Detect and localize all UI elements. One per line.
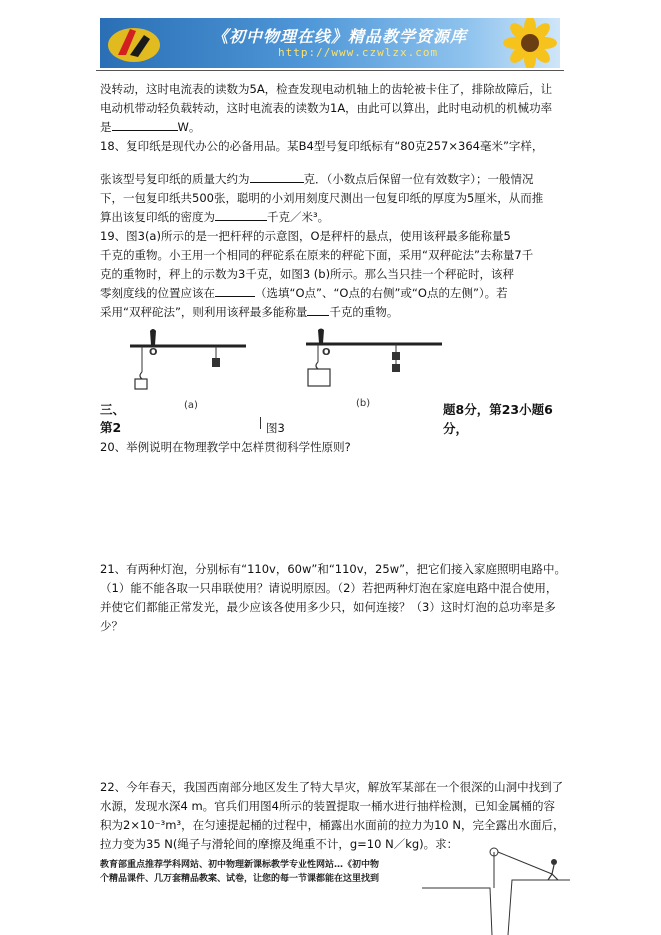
- q21-line-1: 21、有两种灯泡，分别标有“110v，60w”和“110v，25w”，把它们接入家庭照明电路中。: [100, 562, 567, 576]
- figure-3-caption: 图3: [266, 421, 285, 435]
- q19-line-3: 克的重物时，秤上的示数为3千克，如图3 (b)所示。那么当只挂一个秤砣时，该秤: [100, 267, 515, 281]
- q22-line-4: 拉力变为35 N(绳子与滑轮间的摩擦及绳重不计，g=10 N／kg)。求：: [100, 837, 459, 851]
- section-3-heading-right: 题8分，第23小题6分，: [443, 402, 553, 436]
- q18-line-2: [100, 170, 568, 189]
- q18-density-blank[interactable]: [215, 208, 267, 221]
- q17-unit: W。: [177, 120, 201, 134]
- q17-answer-blank[interactable]: [112, 118, 178, 131]
- q21-line-4: 少？: [100, 619, 123, 633]
- figure-4-well-pulley: [412, 840, 572, 935]
- q17-line-1: 没转动，这时电流表的读数为5A，检查发现电动机轴上的齿轮被卡住了，排除故障后，让: [100, 82, 553, 96]
- q18-line-3: 下，一包复印纸共500张，聪明的小刘用刻度尺测出一包复印纸的厚度为5厘米，从而推: [100, 191, 544, 205]
- q19-line-4-suffix: （选填“O点”、“O点的右侧”或“O点的左侧”）。若: [255, 286, 508, 300]
- q22-line-1: 22、今年春天，我国西南部分地区发生了特大旱灾，解放军某部在一个很深的山洞中找到了: [100, 780, 564, 794]
- q19-line-1: 19、图3(a)所示的是一把杆秤的示意图，O是秤杆的悬点，使用该秤最多能称量5: [100, 229, 511, 243]
- section-3-heading-line-2: 第2: [100, 420, 122, 435]
- figure-3-divider: [260, 417, 261, 429]
- sunflower-icon: [480, 18, 560, 68]
- q19-line-4-prefix: 零刻度线的位置应该在: [100, 286, 215, 300]
- q17-line-3-prefix: 是: [100, 120, 112, 134]
- q22-line-3: 积为2×10⁻³m³，在匀速提起桶的过程中，桶露出水面前的拉力为10 N，完全露出水面后，: [100, 818, 565, 832]
- q18-line-4: [100, 208, 568, 227]
- figure-3a-pivot-label: O: [149, 347, 158, 358]
- figure-3a-label: (a): [184, 400, 198, 411]
- q22-line-2: 水源，发现水深4 m。官兵们用图4所示的装置提取一桶水进行抽样检测，已知金属桶的容: [100, 799, 555, 813]
- q19-line-4: [100, 284, 568, 303]
- q18-mass-blank[interactable]: [250, 170, 304, 183]
- header-title: 《初中物理在线》精品教学资源库: [212, 27, 468, 46]
- q19-line-5: [100, 303, 568, 322]
- header-rule: [96, 70, 564, 71]
- page-footer: [100, 858, 410, 886]
- q18-line-1: 18、复印纸是现代办公的必备用品。某B4型号复印纸标有“80克257×364毫米”字样，: [100, 139, 544, 153]
- q19-zero-mark-blank[interactable]: [215, 284, 255, 297]
- q19-line-2: 千克的重物。小王用一个相同的秤砣系在原来的秤砣下面，采用“双秤砣法”去称量7千: [100, 248, 534, 262]
- footer-line-1: 教育部重点推荐学科网站、初中物理新课标教学专业性网站…《初中物: [100, 860, 380, 870]
- header-url[interactable]: http://www.czwlzx.com: [278, 46, 439, 59]
- q18-line-4-suffix: 千克／米³。: [267, 210, 330, 224]
- q18-line-2-prefix: 张该型号复印纸的质量大约为: [100, 172, 250, 186]
- q17-line-2: 电动机带动轻负载转动，这时电流表的读数为1A，由此可以算出，此时电动机的机械功率: [100, 101, 553, 115]
- figure-3a-steelyard: [128, 328, 248, 406]
- q18-line-4-prefix: 算出该复印纸的密度为: [100, 210, 215, 224]
- figure-3b-pivot-label: O: [322, 347, 331, 358]
- section-3-heading-left: 三、: [100, 402, 126, 417]
- figure-3b-label: (b): [356, 398, 371, 409]
- q20-text: 20、举例说明在物理教学中怎样贯彻科学性原则?: [100, 440, 351, 454]
- q17-line-3: [100, 118, 568, 137]
- site-logo-icon: [104, 21, 164, 65]
- figure-3b-steelyard: [304, 328, 444, 408]
- footer-line-2: 个精品课件、几万套精品教案、试卷，让您的每一节课都能在这里找到: [100, 874, 380, 884]
- q21-line-2: （1）能不能各取一只串联使用？请说明原因。（2）若把两种灯泡在家庭电路中混合使用，: [100, 581, 558, 595]
- q21-line-3: 并使它们都能正常发光，最少应该各使用多少只，如何连接？（3）这时灯泡的总功率是多: [100, 600, 556, 614]
- q19-line-5-prefix: 采用“双秤砣法”，则利用该秤最多能称量: [100, 305, 308, 319]
- q19-line-5-suffix: 千克的重物。: [329, 305, 399, 319]
- q18-line-2-suffix: 克．（小数点后保留一位有效数字）；一般情况: [303, 172, 534, 186]
- q19-max-mass-blank[interactable]: [307, 303, 329, 316]
- header-banner: [100, 18, 560, 68]
